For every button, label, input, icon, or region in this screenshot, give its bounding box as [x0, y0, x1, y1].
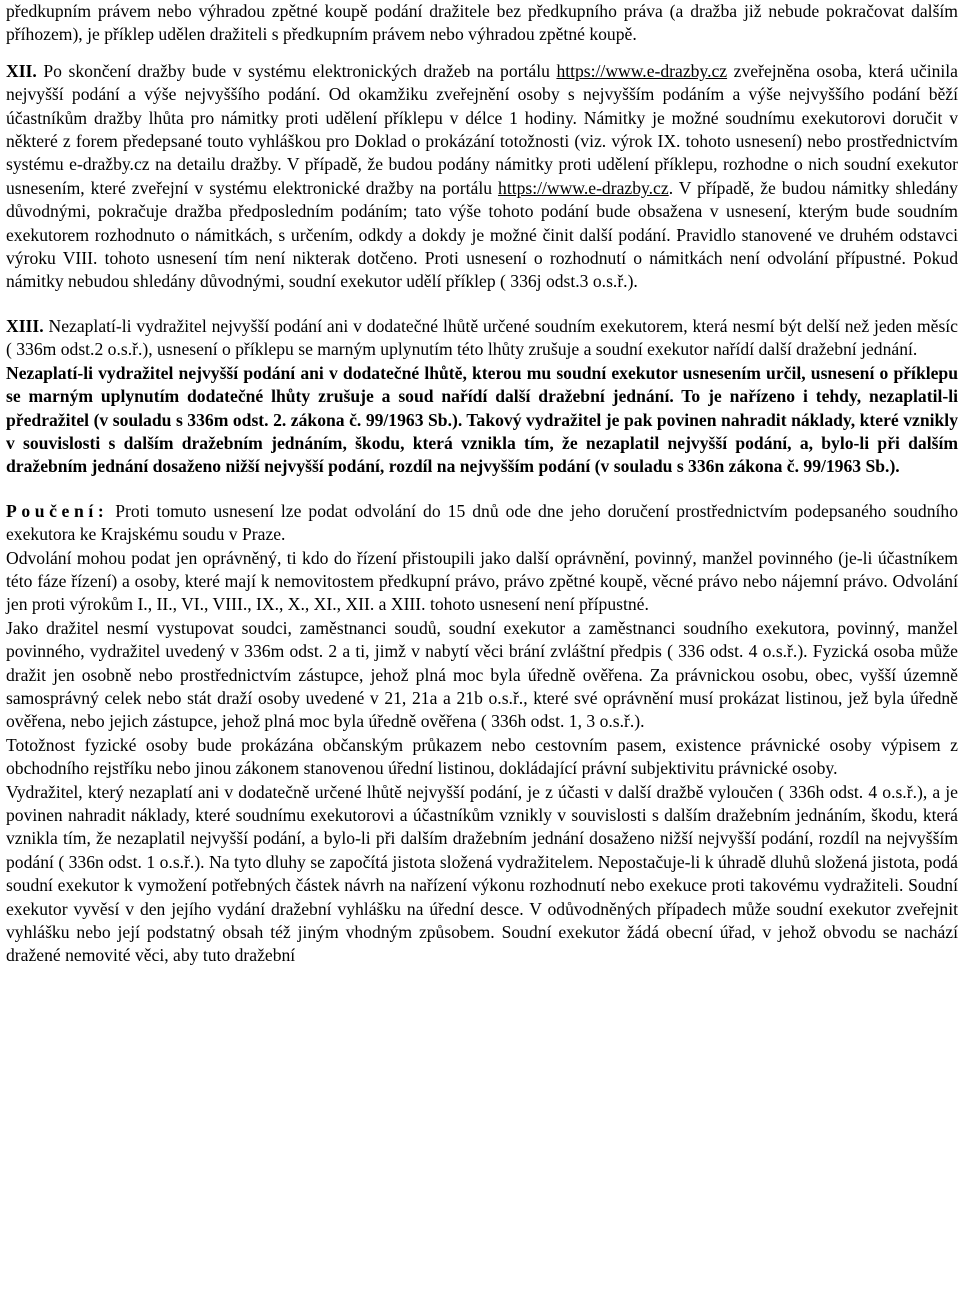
paragraph-continuation: předkupním právem nebo výhradou zpětné koupě podání dražitele bez předkupního práva (a dražba již nebude pokračovat dalším příhozem), je příklep udělen dražiteli s předkupním právem nebo výhradou zpětné koupě. [6, 1, 958, 45]
paragraph-appeal: Odvolání mohou podat jen oprávněný, ti kdo do řízení přistoupili jako další oprávnění, povinný, manžel povinného (je-li účastníkem této fáze řízení) a osoby, které mají k nemovitostem předkupní právo, právo zpětné koupě, věcné právo nebo nájemní právo. Odvolání jen proti výrokům I., II., VI., VIII., IX., X., XI., XII. a XIII. tohoto usnesení není přípustné. [6, 547, 958, 615]
paragraph-instruction [6, 500, 958, 547]
e-drazby-link[interactable]: https://www.e-drazby.cz [556, 60, 728, 81]
e-drazby-link[interactable]: https://www.e-drazby.cz [498, 177, 669, 198]
paragraph-bold-notice: Nezaplatí-li vydražitel nejvyšší podání ani v dodatečné lhůtě, kterou mu soudní exekutor usnesením určil, usnesení o příklepu se marným uplynutím dodatečné lhůty zrušuje a soud nařídí další dražební jednání. To je nařízeno i tehdy, nezaplatil-li předražitel (v souladu s 336m odst. 2. zákona č. 99/1963 Sb.). Takový vydražitel je pak povinen nahradit náklady, které vznikly v souvislosti s dalším dražebním jednáním, škodu, která vznikla tím, že nezaplatil nejvyšší podání, a, bylo-li při dalším dražebním jednání dosaženo nižší nejvyšší podání, rozdíl na nejvyšším podání (v souladu s 336n zákona č. 99/1963 Sb.). [6, 362, 958, 477]
instruction-label: Poučení: [6, 500, 109, 521]
section-xii-text-2: zveřejněna osoba, která učinila nejvyšší podání a výše nejvyššího podání. Od okamžiku zveřejnění osoby s nejvyšším podáním a výše nejvyššího podání běží účastníkům dražby lhůta pro námitky proti udělení příklepu v délce 1 hodiny. Námitky je možné soudnímu exekutorovi doručit v některé z forem předepsané touto vyhláškou pro Doklad o prokázání totožnosti (viz. výrok IX. tohoto usnesení) nebo prostřednictvím systému e-dražby.cz na detailu dražby. V případě, že budou podány námitky proti udělení příklepu, rozhodne o nich soudní exekutor usnesením, které zveřejní v systému elektronické dražby na portálu [6, 60, 958, 198]
section-xii-text-1: Po skončení dražby bude v systému elektronických dražeb na portálu [36, 60, 557, 81]
paragraph-bidders: Jako dražitel nesmí vystupovat soudci, zaměstnanci soudů, soudní exekutor a zaměstnanci soudního exekutora, povinný, manžel povinného, vydražitel uvedený v 336m odst. 2 a ti, jimž v nabytí věci brání zvláštní předpis ( 336 odst. 4 o.s.ř.). Fyzická osoba může dražit jen osobně nebo prostřednictvím zástupce, jehož plná moc byla úředně ověřena. Za právnickou osobu, obec, vyšší územně samosprávný celek nebo stát draží osoby uvedené v 21, 21a a 21b o.s.ř., které své oprávnění musí prokázat listinou, jež byla úředně ověřena, nebo jejich zástupce, jehož plná moc byla úředně ověřena ( 336h odst. 1, 3 o.s.ř.). [6, 617, 958, 732]
paragraph-defaulting-buyer: Vydražitel, který nezaplatí ani v dodatečně určené lhůtě nejvyšší podání, je z účasti v další dražbě vyloučen ( 336h odst. 4 o.s.ř.), a je povinen nahradit náklady, které soudnímu exekutorovi a účastníkům vznikly v souvislosti s dalším dražebním jednáním, škodu, která vznikla tím, že nezaplatil nejvyšší podání, a bylo-li při dalším dražebním jednání dosaženo nižší nejvyšší podání, rozdíl na nejvyšším podání ( 336n odst. 1 o.s.ř.). Na tyto dluhy se započítá jistota složená vydražitelem. Nepostačuje-li k úhradě dluhů složená jistota, podá soudní exekutor k vymožení potřebných částek návrh na nařízení výkonu rozhodnutí nebo exekuce proti takovému vydražiteli. Soudní exekutor vyvěsí v den jejího vydání dražební vyhlášku na úřední desce. V odůvodněných případech může soudní exekutor zveřejnit vyhlášku nebo její podstatný obsah též jiným vhodným způsobem. Soudní exekutor žádá obecní úřad, v jehož obvodu se nachází dražené nemovité věci, aby tuto dražební [6, 781, 958, 966]
paragraph-identity: Totožnost fyzické osoby bude prokázána občanským průkazem nebo cestovním pasem, existence právnické osoby výpisem z obchodního rejstříku nebo jinou zákonem stanovenou úřední listinou, dokládající právní subjektivitu právnické osoby. [6, 734, 958, 779]
section-xiii-text: Nezaplatí-li vydražitel nejvyšší podání ani v dodatečné lhůtě určené soudním exekutorem, která nesmí být delší než jeden měsíc ( 336m odst.2 o.s.ř.), usnesení o příklepu se marným uplynutím této lhůty zrušuje a soudní exekutor nařídí další dražební jednání. [6, 315, 958, 360]
document-page [6, 0, 958, 968]
section-number-xii: XII. [6, 60, 37, 81]
section-xii-text-3: . V případě, že budou námitky shledány důvodnými, pokračuje dražba předposledním podáním; tato výše tohoto podání bude obsažena v usnesení, kterým bude soudním exekutorem rozhodnuto o námitkách, s určením, odkdy a dokdy je možné činit další podání. Pravidlo stanovené ve druhém odstavci výroku VIII. tohoto usnesení tím není nikterak dotčeno. Proti usnesení o rozhodnutí o námitkách není odvolání přípustné. Pokud námitky nebudou shledány důvodnými, soudní exekutor udělí příklep ( 336j odst.3 o.s.ř.). [6, 177, 958, 292]
section-number-xiii: XIII. [6, 315, 44, 336]
instruction-text: Proti tomuto usnesení lze podat odvolání do 15 dnů ode dne jeho doručení prostřednictvím podepsaného soudního exekutora ke Krajskému soudu v Praze. [6, 500, 958, 545]
paragraph-section-xii [6, 60, 958, 294]
paragraph-section-xiii [6, 315, 958, 362]
